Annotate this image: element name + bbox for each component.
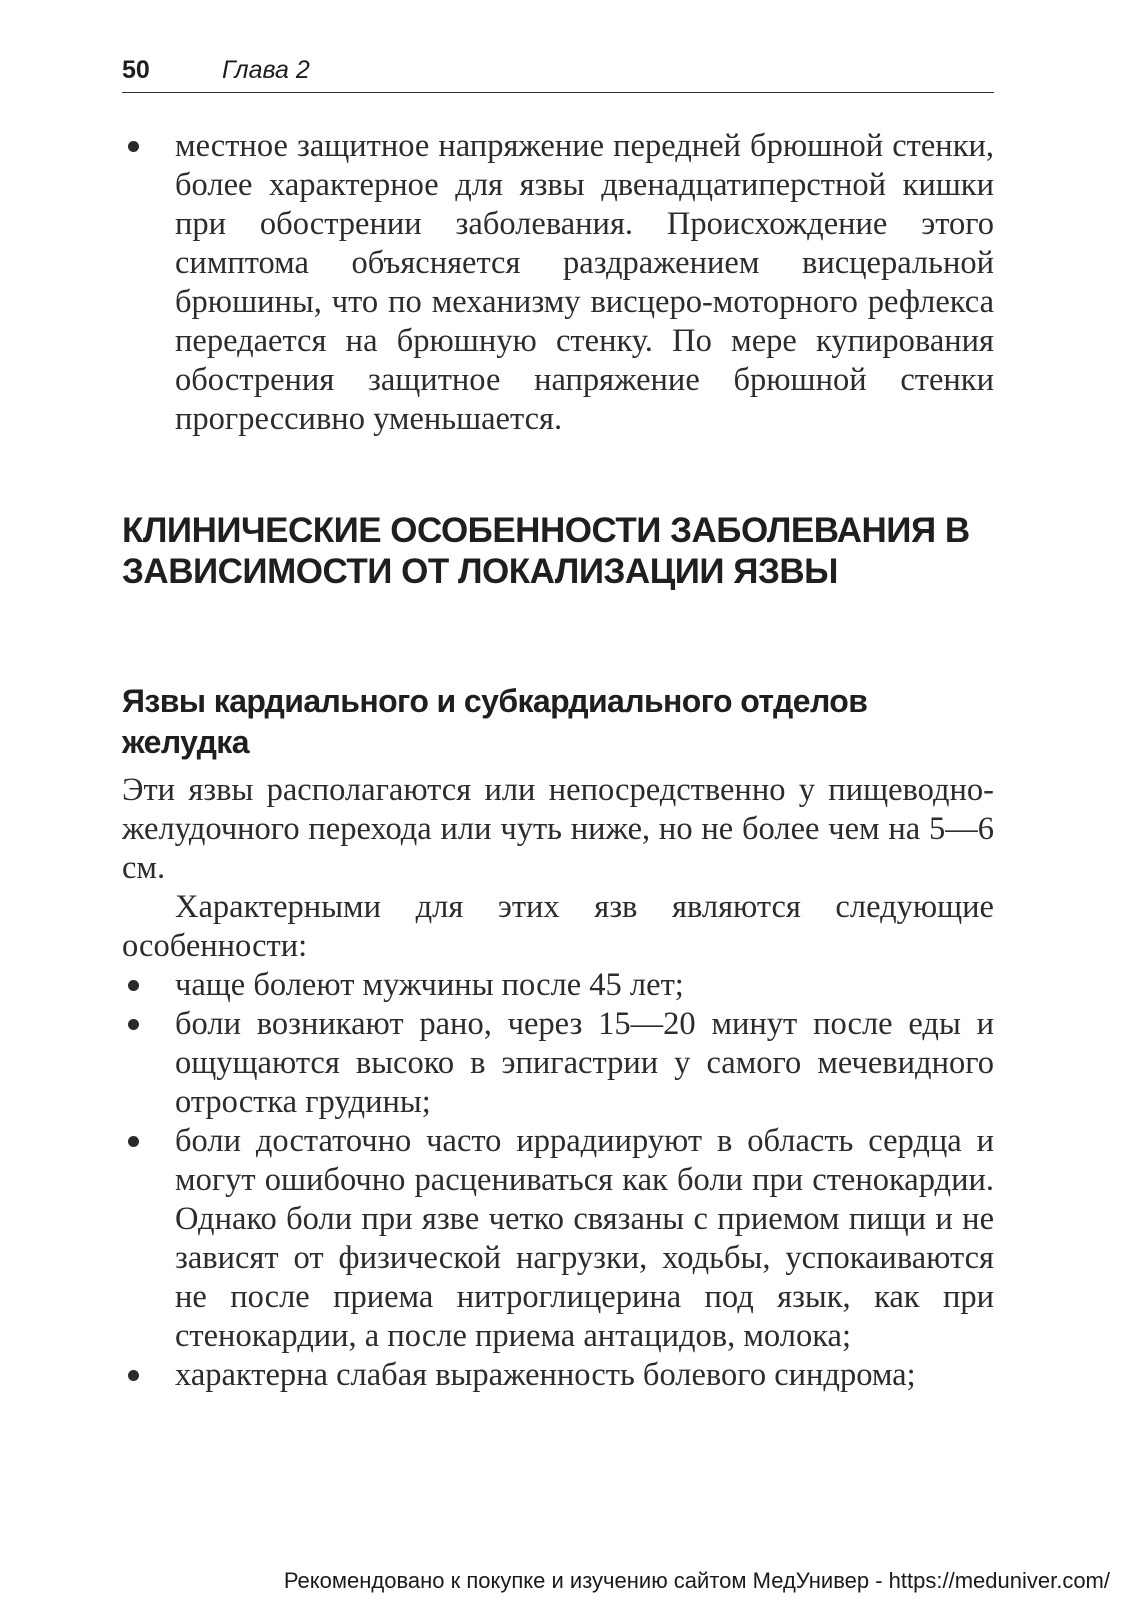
list-item-text: боли достаточно часто иррадиируют в область сердца и могут ошибочно расцениваться как боли при стенокардии. Однако боли при язве четко связаны с приемом пищи и не зависят от физической нагрузки, ходьбы, успокаиваются не после приема нитроглицерина под язык, как при стенокардии, а после приема антацидов, молока; [175,1123,994,1354]
intro-bullet-list [122,127,994,439]
main-text-block [122,771,994,1395]
list-item-text: характерна слабая выраженность болевого синдрома; [175,1357,916,1393]
chapter-title: Глава 2 [222,56,310,84]
bullet-icon [128,1370,139,1381]
list-item [122,127,994,439]
list-item-text: местное защитное напряжение передней брюшной стенки, более характерное для язвы двенадцатиперстной кишки при обострении заболевания. Происхождение этого симптома объясняется раздражением висцеральной брюшины, что по механизму висцеро-моторного рефлекса передается на брюшную стенку. По мере купирования обострения защитное напряжение брюшной стенки прогрессивно уменьшается. [175,128,994,437]
bullet-icon [128,1136,139,1147]
section-heading: КЛИНИЧЕСКИЕ ОСОБЕННОСТИ ЗАБОЛЕВАНИЯ В ЗАВИСИМОСТИ ОТ ЛОКАЛИЗАЦИИ ЯЗВЫ [122,511,970,591]
intro-block [122,127,994,439]
subsection-heading: Язвы кардиального и субкардиального отделов желудка [122,683,868,760]
page-number: 50 [122,56,150,84]
list-item [122,1356,994,1395]
bullet-icon [128,980,139,991]
features-bullet-list [122,966,994,1395]
list-item [122,1005,994,1122]
bullet-icon [128,141,139,152]
running-head [122,48,994,93]
list-item-text: чаще болеют мужчины после 45 лет; [175,967,684,1003]
list-item-text: боли возникают рано, через 15—20 минут после еды и ощущаются высоко в эпигастрии у самого мечевидного отростка грудины; [175,1006,994,1120]
bullet-icon [128,1019,139,1030]
watermark-note: Рекомендовано к покупке и изучению сайтом МедУнивер - https://meduniver.com/ [283,1568,1110,1593]
paragraph: Эти язвы располагаются или непосредственно у пищеводно-желудочного перехода или чуть ниже, но не более чем на 5—6 см. [122,772,994,886]
list-item [122,1122,994,1356]
paragraph: Характерными для этих язв являются следующие особенности: [122,889,994,964]
list-item [122,966,994,1005]
